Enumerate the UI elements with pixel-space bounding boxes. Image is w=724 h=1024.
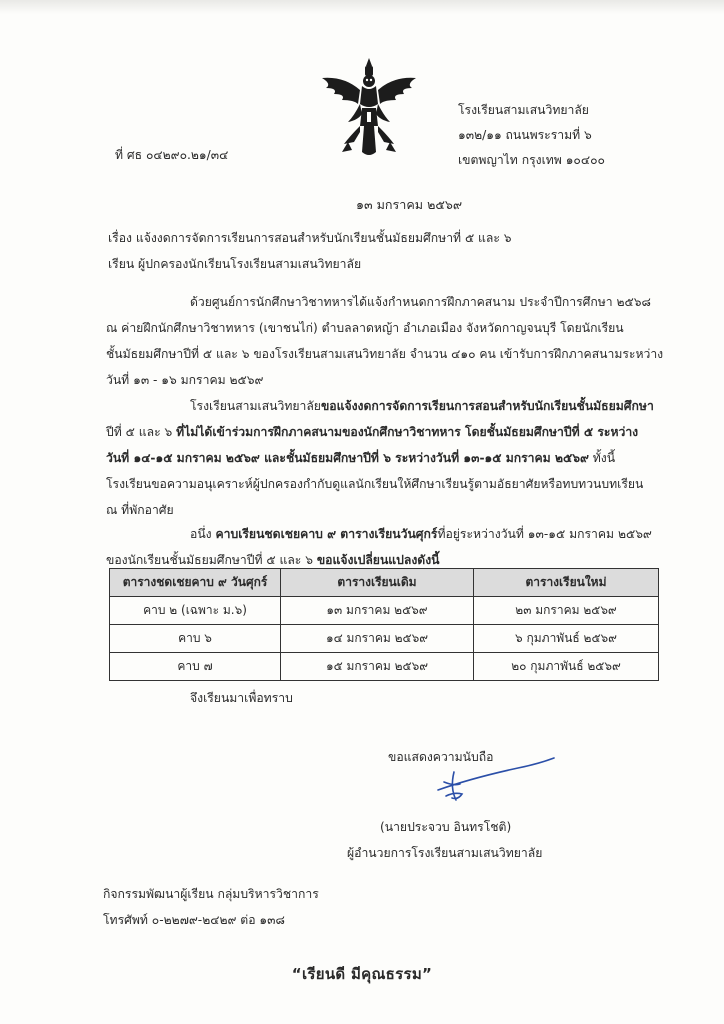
paragraph-2-line: โรงเรียนขอความอนุเคราะห์ผู้ปกครองกำกับดูแลนักเรียนให้ศึกษาเรียนรู้ตามอัธยาศัยหรือทบทวนบทเรียน — [106, 477, 644, 491]
subject-line: เรื่อง แจ้งงดการจัดการเรียนการสอนสำหรับนักเรียนชั้นมัธยมศึกษาที่ ๕ และ ๖ — [108, 231, 512, 245]
paragraph-3-bold: ขอแจ้งเปลี่ยนแปลงดังนี้ — [316, 553, 440, 567]
paragraph-3-line — [106, 521, 659, 547]
address-line-2: เขตพญาไท กรุงเทพ ๑๐๔๐๐ — [458, 153, 605, 167]
table-cell: คาบ ๖ — [110, 625, 281, 653]
paragraph-1-line: ณ ค่ายฝึกนักศึกษาวิชาทหาร (เขาชนไก่) ตำบลลาดหญ้า อำเภอเมือง จังหวัดกาญจนบุรี โดยนักเรียน — [106, 321, 624, 335]
table-cell: คาบ ๗ — [110, 653, 281, 681]
table-cell: ๑๔ มกราคม ๒๕๖๙ — [281, 625, 474, 653]
school-address — [458, 98, 605, 173]
paragraph-3-bold: คาบเรียนชดเชยคาบ ๙ ตารางเรียนวันศุกร์ — [215, 527, 438, 541]
paragraph-2-line: ณ ที่พักอาศัย — [106, 503, 174, 517]
scan-edge-shade — [0, 0, 724, 14]
table-cell: ๑๕ มกราคม ๒๕๖๙ — [281, 653, 474, 681]
school-name: โรงเรียนสามเสนวิทยาลัย — [458, 103, 589, 117]
paragraph-3 — [106, 521, 659, 573]
table-cell: คาบ ๒ (เฉพาะ ม.๖) — [110, 597, 281, 625]
table-cell: ๒๐ กุมภาพันธ์ ๒๕๖๙ — [474, 653, 659, 681]
recipient-line: เรียน ผู้ปกครองนักเรียนโรงเรียนสามเสนวิทยาลัย — [108, 257, 362, 271]
closing-text: จึงเรียนมาเพื่อทราบ — [190, 691, 293, 705]
table-header-cell: ตารางเรียนเดิม — [281, 569, 474, 597]
garuda-emblem-icon — [314, 56, 424, 160]
table-cell: ๖ กุมภาพันธ์ ๒๕๖๙ — [474, 625, 659, 653]
table-header-cell: ตารางเรียนใหม่ — [474, 569, 659, 597]
paragraph-2-line — [106, 419, 659, 445]
paragraph-1-line: วันที่ ๑๓ - ๑๖ มกราคม ๒๕๖๙ — [106, 373, 264, 387]
contact-unit: กิจกรรมพัฒนาผู้เรียน กลุ่มบริหารวิชาการ — [103, 887, 319, 901]
paragraph-1-line: ด้วยศูนย์การนักศึกษาวิชาทหารได้แจ้งกำหนดการฝึกภาคสนาม ประจำปีการศึกษา ๒๕๖๘ — [190, 295, 651, 309]
regards-text: ขอแสดงความนับถือ — [388, 750, 494, 764]
table-header-row — [110, 569, 659, 597]
document-number: ที่ ศธ ๐๔๒๙๐.๒๑/๓๔ — [115, 148, 229, 162]
signer-position: ผู้อำนวยการโรงเรียนสามเสนวิทยาลัย — [347, 846, 543, 860]
school-motto: “เรียนดี มีคุณธรรม” — [291, 965, 433, 983]
table-row — [110, 597, 659, 625]
contact-phone: โทรศัพท์ ๐-๒๒๗๙-๒๔๒๙ ต่อ ๑๓๘ — [103, 913, 285, 927]
table-cell: ๒๓ มกราคม ๒๕๖๙ — [474, 597, 659, 625]
paragraph-3-text: ที่อยู่ระหว่างวันที่ ๑๓-๑๕ มกราคม ๒๕๖๙ — [437, 527, 652, 541]
paragraph-2-bold: ที่ไม่ได้เข้าร่วมการฝึกภาคสนามของนักศึกษาวิชาทหาร โดยชั้นมัธยมศึกษาปีที่ ๕ ระหว่าง — [176, 425, 639, 439]
address-line-1: ๑๓๒/๑๑ ถนนพระรามที่ ๖ — [458, 128, 592, 142]
paragraph-3-text: ของนักเรียนชั้นมัธยมศึกษาปีที่ ๕ และ ๖ — [106, 553, 317, 567]
paragraph-2-bold: ขอแจ้งงดการจัดการเรียนการสอนสำหรับนักเรียนชั้นมัธยมศึกษา — [320, 399, 654, 413]
paragraph-2-text: โรงเรียนสามเสนวิทยาลัย — [190, 399, 321, 413]
schedule-table — [109, 568, 659, 681]
table-cell: ๑๓ มกราคม ๒๕๖๙ — [281, 597, 474, 625]
paragraph-1-line: ชั้นมัธยมศึกษาปีที่ ๕ และ ๖ ของโรงเรียนสามเสนวิทยาลัย จำนวน ๔๑๐ คน เข้ารับการฝึกภาคสนามระหว่าง — [106, 347, 664, 361]
paragraph-3-text: อนึ่ง — [190, 527, 216, 541]
table-row — [110, 625, 659, 653]
paragraph-2-line — [106, 445, 659, 471]
paragraph-2 — [106, 393, 659, 523]
document-date: ๑๓ มกราคม ๒๕๖๙ — [356, 197, 463, 212]
paragraph-2-bold: วันที่ ๑๔-๑๕ มกราคม ๒๕๖๙ และชั้นมัธยมศึกษาปีที่ ๖ ระหว่างวันที่ ๑๓-๑๕ มกราคม ๒๕๖๙ — [106, 451, 589, 465]
table-header-cell: ตารางชดเชยคาบ ๙ วันศุกร์ — [110, 569, 281, 597]
paragraph-1 — [106, 289, 664, 393]
paragraph-2-line — [106, 393, 659, 419]
paragraph-2-text: ปีที่ ๕ และ ๖ — [106, 425, 177, 439]
paragraph-2-text: ทั้งนี้ — [588, 451, 616, 465]
signer-name: (นายประจวบ อินทรโชติ) — [380, 820, 512, 834]
signature-icon — [432, 752, 560, 810]
table-row — [110, 653, 659, 681]
